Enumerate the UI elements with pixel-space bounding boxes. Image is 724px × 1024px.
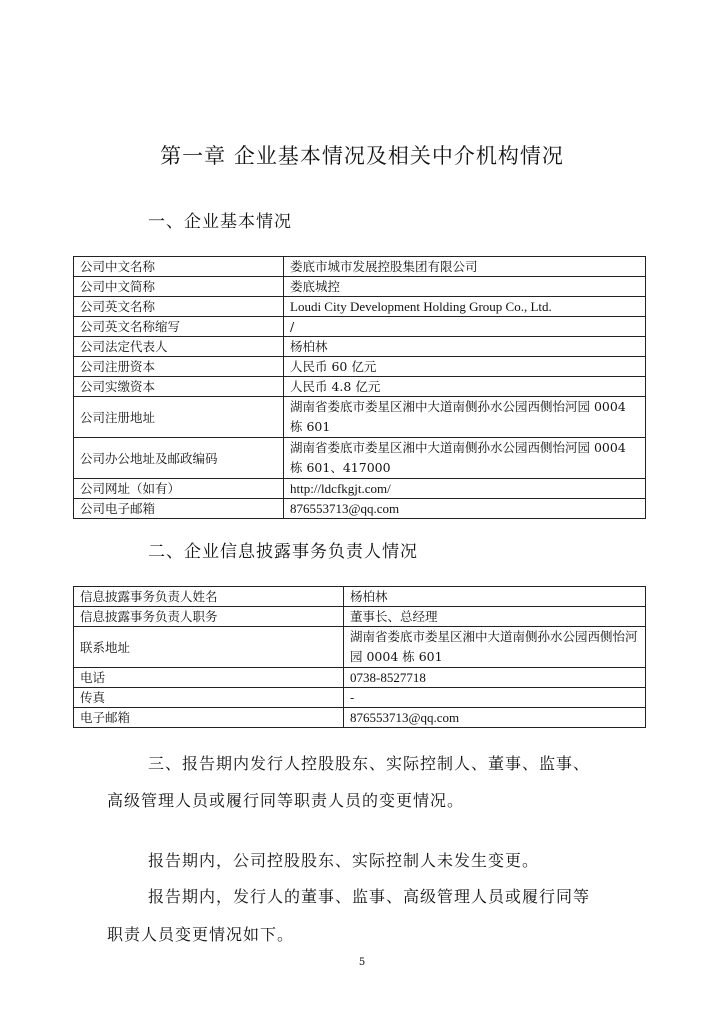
chapter-title: 第一章 企业基本情况及相关中介机构情况 (160, 144, 564, 168)
table-row (74, 499, 646, 519)
disclosure-officer-table (73, 586, 646, 728)
row-label: 公司中文名称 (74, 257, 284, 277)
row-label: 公司注册资本 (74, 357, 284, 377)
row-value: http://ldcfkgjt.com/ (284, 479, 646, 499)
row-label: 公司实缴资本 (74, 377, 284, 397)
row-label: 公司电子邮箱 (74, 499, 284, 519)
table-row (74, 708, 646, 728)
row-value: - (344, 688, 646, 708)
page-number: 5 (358, 957, 366, 968)
row-value: 湖南省娄底市娄星区湘中大道南侧孙水公园西侧怡河园 0004 栋 601、417000 (284, 438, 646, 479)
row-label: 公司英文名称缩写 (74, 317, 284, 337)
table-row (74, 479, 646, 499)
section3-title-line1: 三、报告期内发行人控股股东、实际控制人、董事、监事、 (148, 754, 591, 773)
section1-title: 一、企业基本情况 (148, 212, 292, 232)
row-value: 杨柏林 (344, 587, 646, 607)
row-label: 公司网址（如有） (74, 479, 284, 499)
body-paragraph-2-line1: 报告期内，发行人的董事、监事、高级管理人员或履行同等 (148, 887, 591, 906)
row-label: 传真 (74, 688, 344, 708)
table-row (74, 377, 646, 397)
table-row (74, 438, 646, 479)
row-value: 娄底城控 (284, 277, 646, 297)
row-value: 876553713@qq.com (344, 708, 646, 728)
table-row (74, 627, 646, 668)
table-row (74, 607, 646, 627)
table-row (74, 337, 646, 357)
table-row (74, 297, 646, 317)
table-row (74, 317, 646, 337)
row-value: 娄底市城市发展控股集团有限公司 (284, 257, 646, 277)
table-row (74, 688, 646, 708)
row-label: 公司中文简称 (74, 277, 284, 297)
row-value: Loudi City Development Holding Group Co., Ltd. (284, 297, 646, 317)
row-value: 人民币 4.8 亿元 (284, 377, 646, 397)
row-label: 公司法定代表人 (74, 337, 284, 357)
body-paragraph-1: 报告期内，公司控股股东、实际控制人未发生变更。 (148, 851, 540, 870)
row-label: 联系地址 (74, 627, 344, 668)
table-row (74, 357, 646, 377)
body-paragraph-2-line2: 职责人员变更情况如下。 (107, 925, 295, 944)
row-label: 电子邮箱 (74, 708, 344, 728)
table-row (74, 668, 646, 688)
row-label: 电话 (74, 668, 344, 688)
table-row (74, 397, 646, 438)
row-value: / (284, 317, 646, 337)
row-value: 876553713@qq.com (284, 499, 646, 519)
section2-title: 二、企业信息披露事务负责人情况 (148, 542, 418, 562)
table-row (74, 587, 646, 607)
row-label: 公司办公地址及邮政编码 (74, 438, 284, 479)
row-value: 0738-8527718 (344, 668, 646, 688)
table-row (74, 277, 646, 297)
row-label: 公司英文名称 (74, 297, 284, 317)
row-label: 信息披露事务负责人姓名 (74, 587, 344, 607)
row-label: 信息披露事务负责人职务 (74, 607, 344, 627)
row-value: 董事长、总经理 (344, 607, 646, 627)
table-row (74, 257, 646, 277)
section3-title-line2: 高级管理人员或履行同等职责人员的变更情况。 (107, 791, 465, 810)
company-info-table (73, 256, 646, 519)
row-value: 湖南省娄底市娄星区湘中大道南侧孙水公园西侧怡河园 0004 栋 601 (344, 627, 646, 668)
row-label: 公司注册地址 (74, 397, 284, 438)
row-value: 人民币 60 亿元 (284, 357, 646, 377)
row-value: 杨柏林 (284, 337, 646, 357)
row-value: 湖南省娄底市娄星区湘中大道南侧孙水公园西侧怡河园 0004 栋 601 (284, 397, 646, 438)
